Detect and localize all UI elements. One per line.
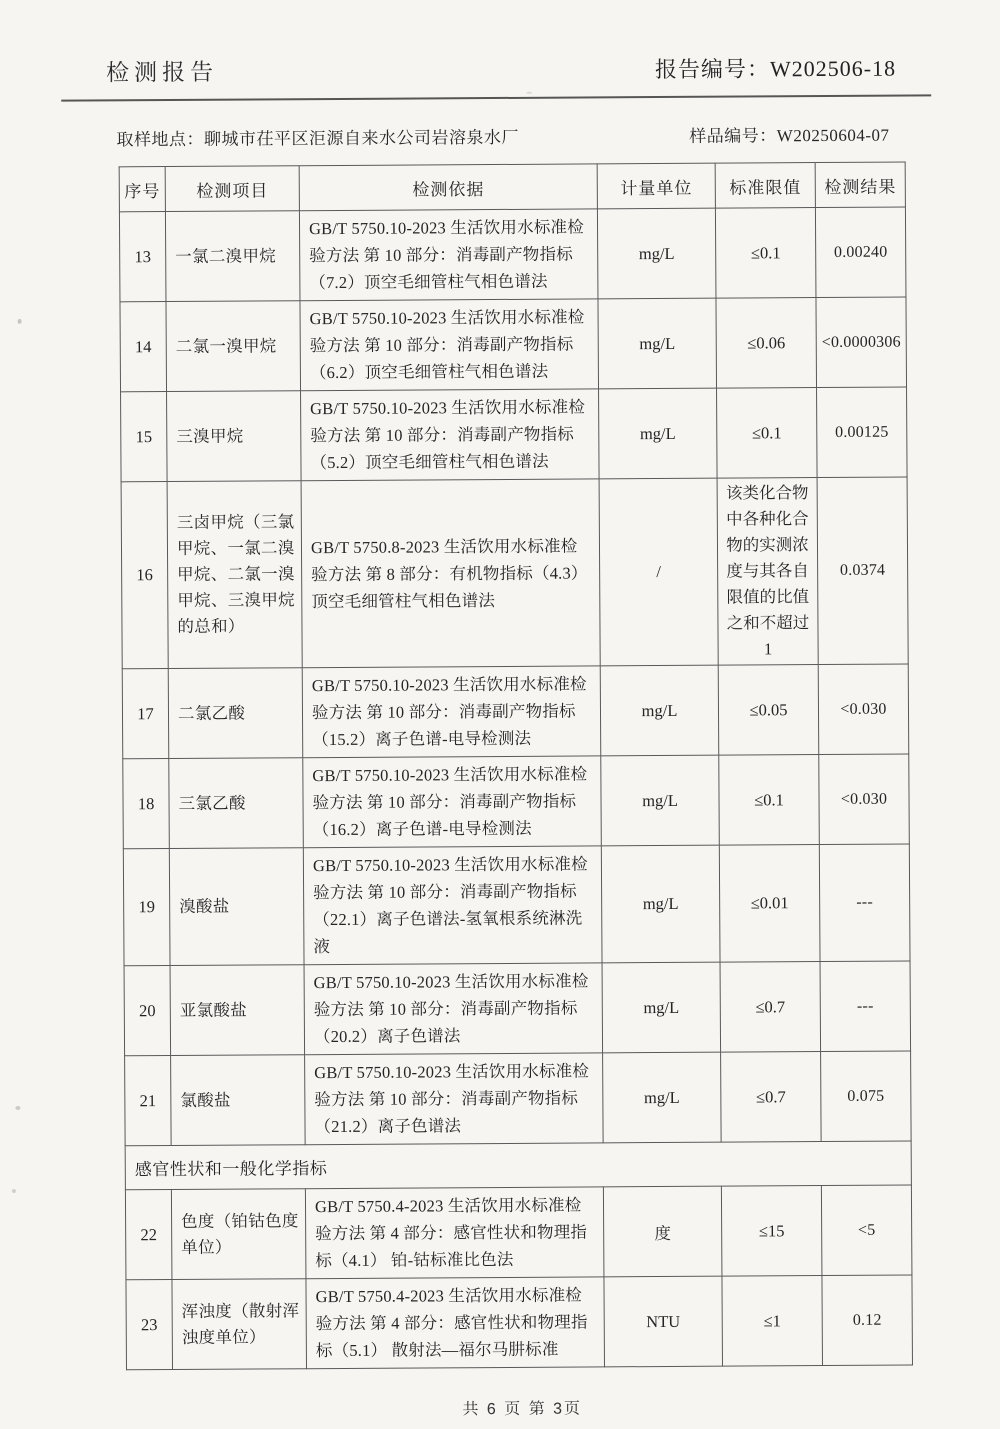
no-cell: 19 (123, 849, 170, 966)
basis-cell: GB/T 5750.10-2023 生活饮用水标准检验方法 第 10 部分：消毒副产物指标（6.2）顶空毛细管柱气相色谱法 (300, 299, 599, 391)
col-header-item: 检测项目 (165, 166, 299, 212)
col-header-no: 序号 (119, 167, 165, 212)
scan-speck (526, 92, 532, 94)
table-row (125, 1185, 912, 1280)
table-row (120, 297, 907, 392)
unit-cell: mg/L (601, 755, 720, 846)
item-cell: 一氯二溴甲烷 (165, 211, 300, 302)
no-cell: 13 (119, 212, 166, 302)
unit-cell: NTU (604, 1276, 723, 1367)
results-table-body (119, 207, 912, 1370)
sampling-location-label: 取样地点： (116, 129, 205, 150)
section-row (125, 1141, 911, 1190)
sample-number-value: W20250604-07 (776, 125, 890, 146)
sample-number (689, 121, 889, 147)
unit-cell: 度 (603, 1186, 722, 1277)
item-cell: 溴酸盐 (169, 848, 304, 966)
basis-cell: GB/T 5750.10-2023 生活饮用水标准检验方法 第 10 部分：消毒副产物指标（16.2）离子色谱-电导检测法 (303, 756, 602, 848)
page-title: 检测报告 (106, 59, 219, 86)
limit-cell: ≤0.05 (718, 665, 819, 756)
result-cell: 0.0374 (817, 477, 908, 665)
result-cell: 0.075 (821, 1051, 912, 1142)
unit-cell: / (599, 478, 718, 666)
unit-cell: mg/L (603, 1052, 722, 1143)
scan-speck (15, 1106, 20, 1110)
basis-cell: GB/T 5750.4-2023 生活饮用水标准检验方法 第 4 部分：感官性状和物理指标（5.1） 散射法—福尔马肼标准 (306, 1277, 605, 1369)
no-cell: 21 (125, 1056, 172, 1146)
pagination: 共 6 页 第 3页 (462, 1400, 583, 1419)
limit-cell: ≤0.1 (719, 755, 820, 846)
basis-cell: GB/T 5750.10-2023 生活饮用水标准检验方法 第 10 部分：消毒副产物指标（5.2）顶空毛细管柱气相色谱法 (301, 389, 600, 481)
limit-cell: ≤0.7 (720, 962, 821, 1053)
basis-cell: GB/T 5750.8-2023 生活饮用水标准检验方法 第 8 部分：有机物指标（4.3）顶空毛细管柱气相色谱法 (301, 479, 600, 668)
basis-cell: GB/T 5750.10-2023 生活饮用水标准检验方法 第 10 部分：消毒副产物指标（15.2）离子色谱-电导检测法 (302, 666, 601, 758)
item-cell: 三卤甲烷（三氯甲烷、一氯二溴甲烷、二氯一溴甲烷、三溴甲烷的总和） (167, 481, 302, 669)
limit-cell: ≤0.06 (716, 298, 817, 389)
col-header-unit: 计量单位 (597, 163, 715, 209)
result-cell: <0.0000306 (816, 297, 907, 388)
result-cell: <0.030 (819, 754, 910, 845)
item-cell: 二氯乙酸 (168, 668, 303, 759)
unit-cell: mg/L (598, 298, 717, 389)
no-cell: 16 (121, 482, 168, 669)
result-cell: 0.12 (822, 1275, 913, 1366)
result-cell: 0.00240 (815, 207, 906, 298)
sample-meta-row (61, 96, 931, 150)
col-header-limit: 标准限值 (715, 163, 815, 209)
item-cell: 亚氯酸盐 (170, 965, 305, 1056)
limit-cell: ≤15 (721, 1186, 822, 1277)
item-cell: 氯酸盐 (171, 1055, 306, 1146)
result-cell: --- (820, 961, 911, 1052)
unit-cell: mg/L (600, 665, 719, 756)
no-cell: 15 (121, 392, 168, 482)
item-cell: 三氯乙酸 (169, 758, 304, 849)
limit-cell: 该类化合物中各种化合物的实测浓度与其各自限值的比值之和不超过 1 (717, 478, 818, 666)
table-row (126, 1275, 913, 1370)
document-header (106, 50, 896, 88)
col-header-result: 检测结果 (815, 162, 905, 208)
unit-cell: mg/L (597, 208, 716, 299)
no-cell: 23 (126, 1280, 173, 1370)
sampling-location-value: 聊城市茌平区洰源自来水公司岩溶泉水厂 (203, 127, 520, 149)
limit-cell: ≤0.1 (717, 388, 818, 479)
result-cell: --- (819, 844, 910, 962)
basis-cell: GB/T 5750.10-2023 生活饮用水标准检验方法 第 10 部分：消毒副产物指标（7.2）顶空毛细管柱气相色谱法 (299, 209, 598, 301)
unit-cell: mg/L (599, 388, 718, 479)
item-cell: 二氯一溴甲烷 (166, 301, 301, 392)
report-number-value: W202506-18 (769, 55, 897, 82)
limit-cell: ≤0.7 (721, 1052, 822, 1143)
scan-speck (12, 1189, 16, 1193)
report-number-label: 报告编号： (654, 56, 771, 83)
unit-cell: mg/L (601, 845, 720, 963)
basis-cell: GB/T 5750.10-2023 生活饮用水标准检验方法 第 10 部分：消毒副产物指标（20.2）离子色谱法 (304, 963, 603, 1055)
limit-cell: ≤0.1 (715, 208, 816, 299)
basis-cell: GB/T 5750.10-2023 生活饮用水标准检验方法 第 10 部分：消毒副产物指标（21.2）离子色谱法 (305, 1053, 604, 1145)
table-row (119, 207, 906, 302)
table-row (123, 754, 910, 849)
scan-speck (18, 319, 22, 324)
limit-cell: ≤1 (722, 1276, 823, 1367)
table-row (122, 664, 909, 759)
results-table (119, 162, 913, 1371)
table-row (121, 387, 908, 482)
limit-cell: ≤0.01 (719, 845, 820, 963)
sampling-location (116, 123, 519, 150)
report-number (655, 52, 896, 84)
no-cell: 17 (122, 669, 169, 759)
basis-cell: GB/T 5750.4-2023 生活饮用水标准检验方法 第 4 部分：感官性状和物理指标（4.1） 铂-钴标准比色法 (305, 1187, 604, 1279)
basis-cell: GB/T 5750.10-2023 生活饮用水标准检验方法 第 10 部分：消毒副产物指标（22.1）离子色谱法-氢氧根系统淋洗液 (303, 846, 602, 965)
table-header-row (119, 162, 905, 212)
no-cell: 18 (123, 759, 170, 849)
item-cell: 三溴甲烷 (167, 391, 302, 482)
section-title: 感官性状和一般化学指标 (125, 1141, 911, 1190)
item-cell: 浑浊度（散射浑浊度单位） (172, 1279, 307, 1370)
sample-number-label: 样品编号： (689, 126, 777, 146)
result-cell: <5 (821, 1185, 912, 1276)
item-cell: 色度（铂钴色度单位） (171, 1189, 306, 1280)
table-row (123, 844, 910, 966)
table-row (124, 961, 911, 1056)
no-cell: 20 (124, 966, 171, 1056)
no-cell: 22 (125, 1190, 172, 1280)
table-row (121, 477, 908, 669)
result-cell: <0.030 (818, 664, 909, 755)
no-cell: 14 (120, 302, 167, 392)
table-row (125, 1051, 912, 1146)
result-cell: 0.00125 (817, 387, 908, 478)
unit-cell: mg/L (602, 962, 721, 1053)
col-header-basis: 检测依据 (299, 164, 597, 211)
